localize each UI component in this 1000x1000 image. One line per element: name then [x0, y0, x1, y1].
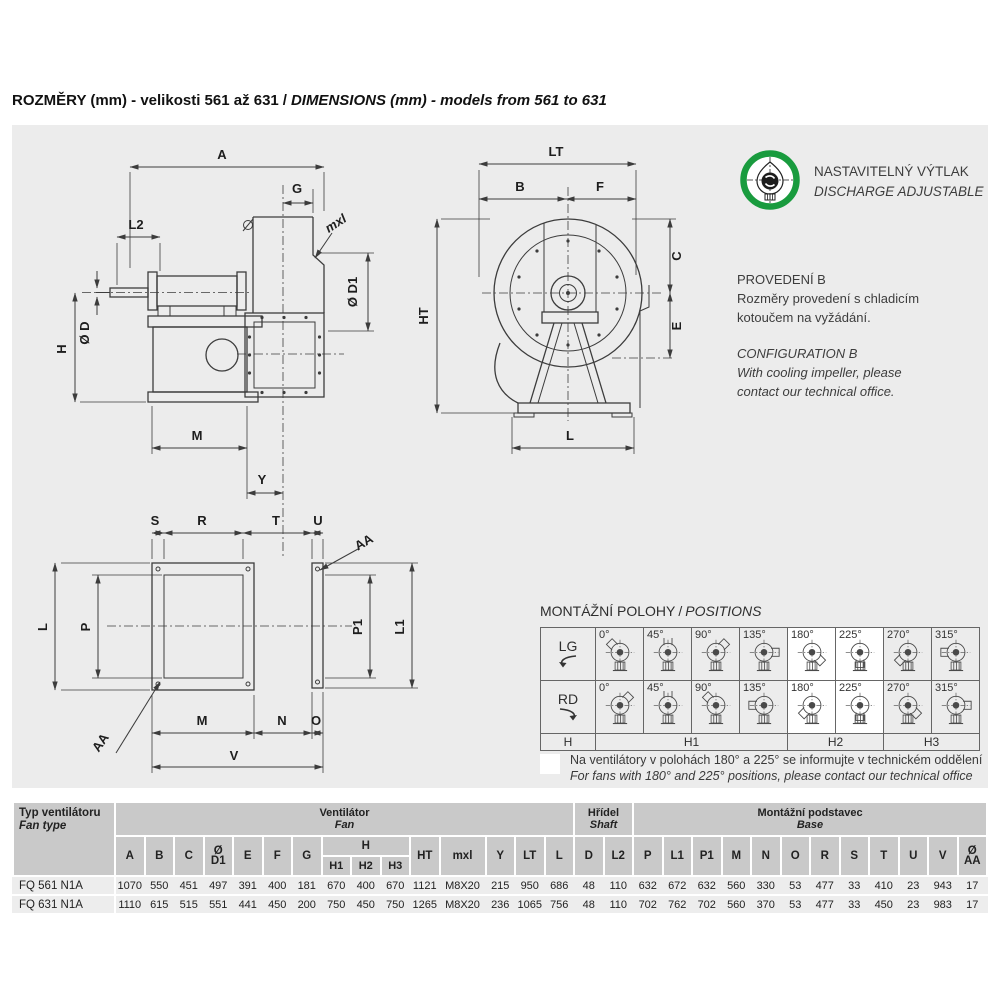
rd-text: RD [557, 690, 579, 707]
value-cell: 391 [233, 876, 263, 895]
value-cell: 1070 [115, 876, 145, 895]
positions-note [540, 752, 982, 784]
value-cell: 370 [751, 895, 781, 914]
col-D1 [204, 836, 234, 876]
page-title [12, 92, 607, 109]
dimension-table [12, 801, 988, 915]
group-base-en: Base [796, 819, 824, 831]
fan-type-cell: FQ 561 N1A [13, 876, 115, 895]
col-AA-dia: Ø [967, 845, 977, 857]
value-cell: 451 [174, 876, 204, 895]
footer-H1: H1 [596, 734, 788, 751]
angle-label: 315° [935, 629, 958, 641]
fan-position-icon [746, 638, 782, 678]
dim-label-O: O [310, 713, 322, 728]
position-cell [884, 681, 932, 734]
value-cell: 450 [263, 895, 293, 914]
fan-position-icon [938, 638, 974, 678]
value-cell: 750 [322, 895, 352, 914]
value-cell: 1121 [410, 876, 440, 895]
position-cell [884, 628, 932, 681]
positions-title [540, 603, 761, 619]
dim-label-D: Ø D [77, 321, 92, 345]
config-line2-cs: kotoučem na vyžádání. [737, 310, 871, 325]
col-AA [958, 836, 988, 876]
col-A: A [115, 836, 145, 876]
angle-label: 45° [647, 682, 664, 694]
badge-label-en: DISCHARGE ADJUSTABLE [814, 184, 984, 199]
value-cell: 53 [781, 895, 811, 914]
value-cell: M8X20 [440, 895, 486, 914]
page-title-cs: ROZMĚRY (mm) - velikosti 561 až 631 [12, 92, 279, 109]
fan-position-icon [842, 691, 878, 731]
value-cell: 477 [810, 895, 840, 914]
value-cell: 632 [692, 876, 722, 895]
dim-label-D1: Ø D1 [345, 276, 360, 308]
value-cell: 1110 [115, 895, 145, 914]
page-title-en: DIMENSIONS (mm) - models from 561 to 631 [290, 92, 607, 109]
col-D1-txt: D1 [210, 855, 226, 867]
note-legend-swatch [540, 754, 560, 774]
dim-label-B: B [515, 179, 525, 194]
config-line1-en: With cooling impeller, please [737, 365, 902, 380]
value-cell: 48 [574, 876, 604, 895]
value-cell: 983 [928, 895, 958, 914]
group-header-fan [115, 802, 574, 836]
dim-label-Y: Y [257, 472, 267, 487]
angle-label: 225° [839, 682, 862, 694]
rotation-lg-label [541, 628, 596, 681]
value-cell: 23 [899, 895, 929, 914]
group-base-cs: Montážní podstavec [757, 807, 863, 819]
position-cell [932, 681, 980, 734]
config-title-cs: PROVEDENÍ B [737, 272, 826, 287]
value-cell: 1265 [410, 895, 440, 914]
angle-label: 0° [599, 629, 610, 641]
col-B: B [145, 836, 175, 876]
col-L: L [545, 836, 575, 876]
col-Y: Y [486, 836, 516, 876]
col-LT: LT [515, 836, 545, 876]
value-cell: 762 [663, 895, 693, 914]
group-shaft-en: Shaft [589, 819, 618, 831]
value-cell: 670 [322, 876, 352, 895]
position-cell [644, 681, 692, 734]
dimension-table-wrapper [12, 801, 988, 915]
value-cell: 702 [633, 895, 663, 914]
fan-type-header-cs: Typ ventilátoru [19, 807, 101, 819]
dim-label-A: A [217, 147, 227, 162]
col-L2: L2 [604, 836, 634, 876]
adjustable-fan-icon [739, 149, 801, 211]
config-line1-cs: Rozměry provedení s chladicím [737, 291, 920, 306]
fan-position-icon [938, 691, 974, 731]
col-F: F [263, 836, 293, 876]
value-cell: 670 [381, 876, 411, 895]
angle-label: 225° [839, 629, 862, 641]
value-cell: 551 [204, 895, 234, 914]
position-cell-highlighted [836, 628, 884, 681]
positions-table [540, 627, 980, 751]
value-cell: 330 [751, 876, 781, 895]
config-line2-en: contact our technical office. [737, 384, 895, 399]
position-cell-highlighted [788, 628, 836, 681]
badge-label-cs: NASTAVITELNÝ VÝTLAK [814, 164, 969, 179]
col-AA-txt: AA [963, 855, 981, 867]
dim-label-E: E [669, 321, 684, 331]
col-T: T [869, 836, 899, 876]
dim-label-AA-frame: AA [88, 730, 112, 755]
value-cell: 672 [663, 876, 693, 895]
dim-label-M-base: M [196, 713, 208, 728]
group-header-shaft [574, 802, 633, 836]
value-cell: 48 [574, 895, 604, 914]
lg-text: LG [558, 637, 578, 654]
dim-label-L1: L1 [392, 619, 407, 635]
angle-label: 315° [935, 682, 958, 694]
value-cell: 450 [869, 895, 899, 914]
position-cell-highlighted [788, 681, 836, 734]
positions-footer-row [541, 734, 980, 751]
dim-label-P: P [78, 622, 93, 632]
col-R: R [810, 836, 840, 876]
value-cell: 33 [840, 876, 870, 895]
angle-label: 135° [743, 682, 766, 694]
dim-label-M-side: M [191, 428, 203, 443]
positions-row-lg [541, 628, 980, 681]
value-cell: 943 [928, 876, 958, 895]
value-cell: 550 [145, 876, 175, 895]
dim-label-V: V [229, 748, 239, 763]
value-cell: 17 [958, 876, 988, 895]
position-cell [932, 628, 980, 681]
col-O: O [781, 836, 811, 876]
value-cell: 632 [633, 876, 663, 895]
position-cell [692, 681, 740, 734]
col-C: C [174, 836, 204, 876]
angle-label: 135° [743, 629, 766, 641]
col-D1-dia: Ø [213, 845, 223, 857]
fan-position-icon [698, 691, 734, 731]
value-cell: 560 [722, 876, 752, 895]
dim-label-L2: L2 [128, 217, 144, 232]
rotation-ccw-arrow-icon [556, 654, 580, 668]
side-view-drawing [54, 147, 374, 559]
col-S: S [840, 836, 870, 876]
angle-label: 90° [695, 682, 712, 694]
value-cell: 110 [604, 895, 634, 914]
value-cell: 441 [233, 895, 263, 914]
dim-label-P1: P1 [350, 619, 365, 635]
value-cell: 756 [545, 895, 575, 914]
value-cell: 33 [840, 895, 870, 914]
col-H-group: H [322, 836, 411, 856]
col-M: M [722, 836, 752, 876]
fan-position-icon [794, 691, 830, 731]
page-title-separator: / [282, 92, 287, 109]
group-fan-cs: Ventilátor [319, 807, 370, 819]
position-cell [740, 681, 788, 734]
dimensions-panel [12, 125, 988, 788]
angle-label: 180° [791, 682, 814, 694]
dim-label-L-front: L [566, 428, 574, 443]
fan-type-header [13, 802, 115, 876]
angle-label: 45° [647, 629, 664, 641]
value-cell: 200 [292, 895, 322, 914]
value-cell: 450 [351, 895, 381, 914]
col-H3: H3 [381, 856, 411, 876]
fan-position-icon [602, 638, 638, 678]
value-cell: 215 [486, 876, 516, 895]
fan-type-cell: FQ 631 N1A [13, 895, 115, 914]
col-E: E [233, 836, 263, 876]
positions-row-rd [541, 681, 980, 734]
angle-label: 270° [887, 629, 910, 641]
dim-label-LT: LT [548, 144, 564, 159]
col-D: D [574, 836, 604, 876]
fan-position-icon [698, 638, 734, 678]
dim-label-G: G [291, 181, 303, 196]
config-title-en: CONFIGURATION B [737, 346, 858, 361]
group-fan-en: Fan [334, 819, 355, 831]
footer-H2: H2 [788, 734, 884, 751]
fan-position-icon [890, 691, 926, 731]
group-shaft-cs: Hřídel [587, 807, 620, 819]
value-cell: 686 [545, 876, 575, 895]
fan-position-icon [746, 691, 782, 731]
col-P1: P1 [692, 836, 722, 876]
group-header-base [633, 802, 987, 836]
value-cell: 497 [204, 876, 234, 895]
rotation-cw-arrow-icon [556, 707, 580, 721]
col-P: P [633, 836, 663, 876]
value-cell: 702 [692, 895, 722, 914]
value-cell: 181 [292, 876, 322, 895]
dim-label-R: R [197, 513, 207, 528]
dim-label-AA-plate: AA [351, 530, 376, 554]
dim-label-mxl: mxl [322, 210, 350, 236]
dim-label-L-base: L [35, 623, 50, 631]
table-row [13, 876, 987, 895]
value-cell: M8X20 [440, 876, 486, 895]
position-cell [692, 628, 740, 681]
value-cell: 1065 [515, 895, 545, 914]
col-V: V [928, 836, 958, 876]
col-HT: HT [410, 836, 440, 876]
positions-title-separator: / [678, 603, 683, 619]
col-L1: L1 [663, 836, 693, 876]
discharge-adjustable-badge [739, 149, 984, 211]
dim-label-H: H [54, 344, 69, 354]
position-cell-highlighted [836, 681, 884, 734]
dim-label-F: F [596, 179, 604, 194]
front-view-drawing [416, 144, 684, 454]
rotation-rd-label [541, 681, 596, 734]
dim-label-U: U [313, 513, 323, 528]
fan-type-header-en: Fan type [19, 820, 67, 832]
value-cell: 23 [899, 876, 929, 895]
value-cell: 950 [515, 876, 545, 895]
group-header-row [13, 802, 987, 836]
angle-label: 180° [791, 629, 814, 641]
position-cell [596, 628, 644, 681]
positions-title-en: POSITIONS [685, 603, 762, 619]
value-cell: 750 [381, 895, 411, 914]
value-cell: 400 [351, 876, 381, 895]
value-cell: 477 [810, 876, 840, 895]
col-H2: H2 [351, 856, 381, 876]
angle-label: 0° [599, 682, 610, 694]
col-U: U [899, 836, 929, 876]
value-cell: 110 [604, 876, 634, 895]
dim-label-T: T [272, 513, 280, 528]
value-cell: 17 [958, 895, 988, 914]
positions-note-en: For fans with 180° and 225° positions, please contact our technical office [570, 769, 973, 783]
position-cell [740, 628, 788, 681]
value-cell: 400 [263, 876, 293, 895]
footer-H: H [541, 734, 596, 751]
value-cell: 410 [869, 876, 899, 895]
value-cell: 560 [722, 895, 752, 914]
dim-label-N: N [277, 713, 287, 728]
dim-label-S: S [150, 513, 160, 528]
angle-label: 270° [887, 682, 910, 694]
base-view-drawing [35, 513, 418, 773]
angle-label: 90° [695, 629, 712, 641]
column-header-row [13, 836, 987, 856]
fan-position-icon [650, 691, 686, 731]
footer-H3: H3 [884, 734, 980, 751]
col-N: N [751, 836, 781, 876]
positions-note-cs: Na ventilátory v polohách 180° a 225° se informujte v technickém oddělení [570, 753, 983, 767]
positions-title-cs: MONTÁŽNÍ POLOHY [540, 603, 676, 619]
col-H1: H1 [322, 856, 352, 876]
value-cell: 515 [174, 895, 204, 914]
value-cell: 615 [145, 895, 175, 914]
fan-position-icon [650, 638, 686, 678]
position-cell [644, 628, 692, 681]
configuration-note [737, 270, 919, 401]
dim-label-C: C [669, 251, 684, 261]
col-G: G [292, 836, 322, 876]
fan-position-icon [890, 638, 926, 678]
position-cell [596, 681, 644, 734]
value-cell: 236 [486, 895, 516, 914]
fan-position-icon [794, 638, 830, 678]
fan-position-icon [602, 691, 638, 731]
fan-position-icon [842, 638, 878, 678]
dim-label-HT: HT [416, 307, 431, 325]
table-row [13, 895, 987, 914]
col-mxl: mxl [440, 836, 486, 876]
value-cell: 53 [781, 876, 811, 895]
